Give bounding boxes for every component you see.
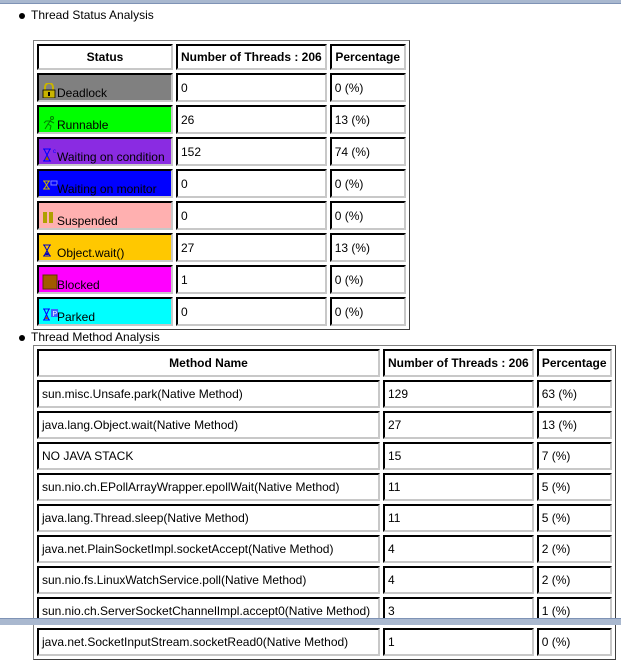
- status-row-waiting-on-condition: [37, 137, 406, 166]
- bullet-icon: [19, 13, 25, 19]
- percentage: 0 (%): [330, 73, 406, 102]
- table-header-row: [37, 349, 612, 377]
- thread-count: 129: [383, 380, 534, 408]
- percentage: 0 (%): [330, 169, 406, 198]
- lock-icon: [42, 83, 56, 97]
- thread-method-heading: [19, 330, 160, 344]
- thread-count: 152: [176, 137, 327, 166]
- table-header-row: [37, 44, 406, 70]
- thread-count: 0: [176, 169, 327, 198]
- thread-count: 1: [383, 628, 534, 656]
- thread-count: 27: [176, 233, 327, 262]
- status-cell: [37, 265, 173, 294]
- percentage: 63 (%): [537, 380, 612, 408]
- method-name: NO JAVA STACK: [37, 442, 380, 470]
- count-header: Number of Threads : 206: [383, 349, 534, 377]
- status-row-object-wait: [37, 233, 406, 262]
- percentage: 0 (%): [330, 265, 406, 294]
- method-row: [37, 504, 612, 532]
- percentage: 5 (%): [537, 473, 612, 501]
- thread-count: 3: [383, 597, 534, 625]
- percentage-header: Percentage: [330, 44, 406, 70]
- method-name: sun.nio.ch.EPollArrayWrapper.epollWait(Native Method): [37, 473, 380, 501]
- percentage: 13 (%): [537, 411, 612, 439]
- status-label: Object.wait(): [57, 246, 125, 260]
- status-cell: [37, 233, 173, 262]
- status-row-suspended: [37, 201, 406, 230]
- percentage: 0 (%): [330, 201, 406, 230]
- method-row: [37, 442, 612, 470]
- percentage: 74 (%): [330, 137, 406, 166]
- hourglass-condition-icon: [42, 148, 56, 162]
- status-row-waiting-on-monitor: [37, 169, 406, 198]
- method-name: sun.nio.ch.ServerSocketChannelImpl.accept0(Native Method): [37, 597, 380, 625]
- blocked-square-icon: [42, 274, 56, 288]
- status-row-runnable: [37, 105, 406, 134]
- status-row-blocked: [37, 265, 406, 294]
- status-label: Waiting on condition: [57, 150, 165, 164]
- percentage-header: Percentage: [537, 349, 612, 377]
- thread-count: 4: [383, 535, 534, 563]
- bullet-icon: [19, 335, 25, 341]
- method-name: java.lang.Thread.sleep(Native Method): [37, 504, 380, 532]
- hourglass-parked-icon: [42, 308, 56, 322]
- thread-method-table: [33, 345, 616, 660]
- method-name: java.net.PlainSocketImpl.socketAccept(Native Method): [37, 535, 380, 563]
- thread-count: 0: [176, 201, 327, 230]
- status-cell: [37, 169, 173, 198]
- count-header: Number of Threads : 206: [176, 44, 327, 70]
- percentage: 1 (%): [537, 597, 612, 625]
- method-name: java.lang.Object.wait(Native Method): [37, 411, 380, 439]
- percentage: 7 (%): [537, 442, 612, 470]
- status-cell: [37, 297, 173, 326]
- percentage: 13 (%): [330, 233, 406, 262]
- status-cell: [37, 105, 173, 134]
- svg-text:P: P: [52, 311, 58, 318]
- thread-count: 1: [176, 265, 327, 294]
- status-label: Suspended: [57, 214, 118, 228]
- thread-count: 26: [176, 105, 327, 134]
- percentage: 13 (%): [330, 105, 406, 134]
- status-cell: [37, 201, 173, 230]
- percentage: 5 (%): [537, 504, 612, 532]
- hourglass-monitor-icon: [42, 180, 56, 194]
- method-row: [37, 628, 612, 656]
- method-row: [37, 566, 612, 594]
- status-label: Blocked: [57, 278, 100, 292]
- section-title: Thread Status Analysis: [31, 8, 154, 22]
- status-header: Status: [37, 44, 173, 70]
- running-man-icon: [42, 116, 56, 130]
- method-row: [37, 535, 612, 563]
- method-row: [37, 380, 612, 408]
- status-label: Waiting on monitor: [57, 182, 157, 196]
- thread-count: 0: [176, 297, 327, 326]
- pause-icon: [42, 212, 56, 226]
- percentage: 0 (%): [537, 628, 612, 656]
- section-title: Thread Method Analysis: [31, 330, 160, 344]
- thread-count: 4: [383, 566, 534, 594]
- method-name-header: Method Name: [37, 349, 380, 377]
- method-name: sun.nio.fs.LinuxWatchService.poll(Native Method): [37, 566, 380, 594]
- status-row-deadlock: [37, 73, 406, 102]
- window-top-border: [0, 0, 621, 4]
- status-label: Deadlock: [57, 86, 108, 100]
- thread-count: 27: [383, 411, 534, 439]
- thread-count: 0: [176, 73, 327, 102]
- thread-count: 15: [383, 442, 534, 470]
- status-label: Runnable: [57, 118, 109, 132]
- percentage: 2 (%): [537, 566, 612, 594]
- percentage: 0 (%): [330, 297, 406, 326]
- method-row: [37, 473, 612, 501]
- thread-status-table: [33, 40, 410, 330]
- method-name: sun.misc.Unsafe.park(Native Method): [37, 380, 380, 408]
- status-label: Parked: [57, 310, 96, 324]
- thread-count: 11: [383, 504, 534, 532]
- thread-status-heading: [19, 8, 154, 22]
- method-name: java.net.SocketInputStream.socketRead0(Native Method): [37, 628, 380, 656]
- hourglass-icon: [42, 244, 56, 258]
- percentage: 2 (%): [537, 535, 612, 563]
- thread-count: 11: [383, 473, 534, 501]
- method-row: [37, 411, 612, 439]
- status-cell: [37, 137, 173, 166]
- status-cell: [37, 73, 173, 102]
- svg-text:c: c: [53, 149, 56, 155]
- status-row-parked: [37, 297, 406, 326]
